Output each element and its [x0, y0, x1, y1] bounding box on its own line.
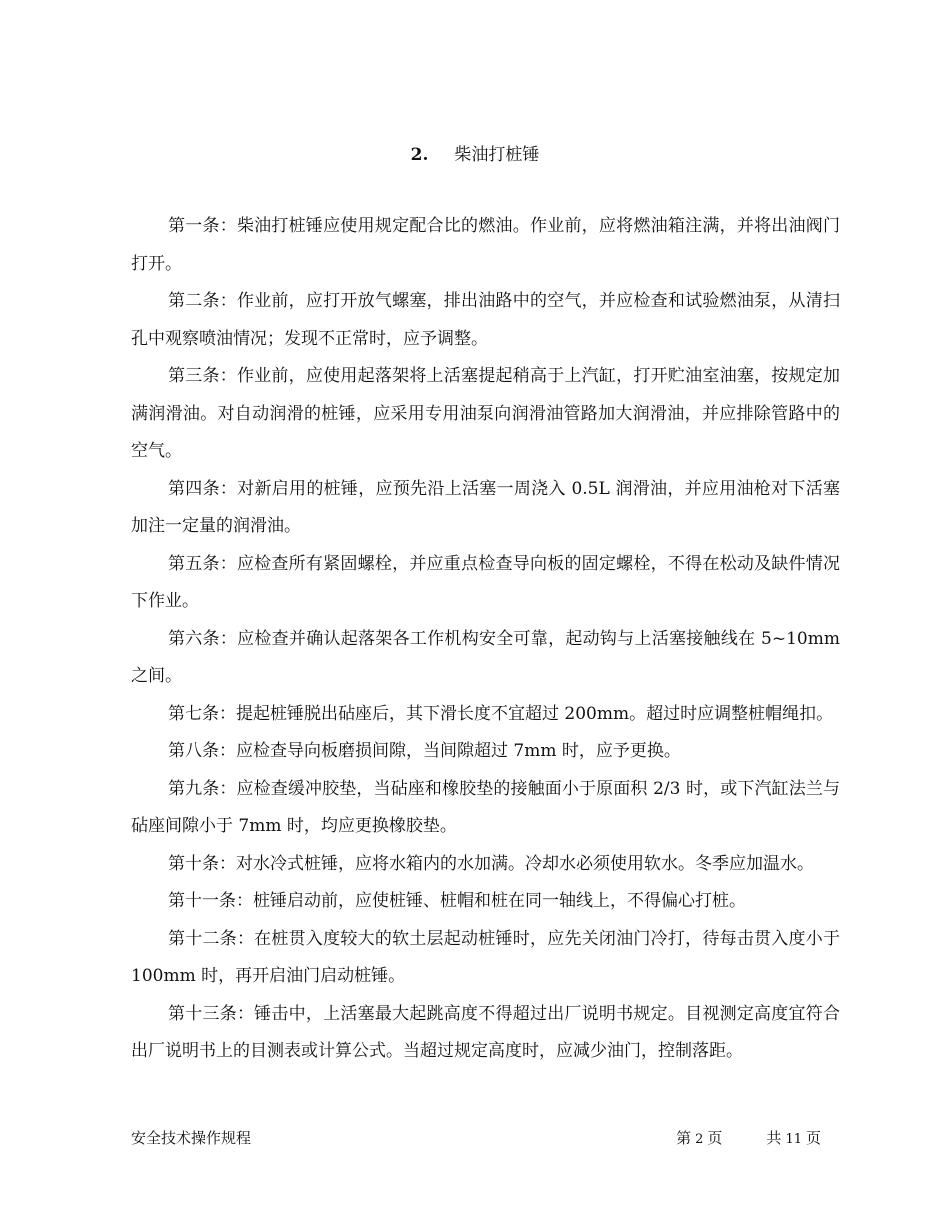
clause-paragraph: 第七条：提起桩锤脱出砧座后，其下滑长度不宜超过 200mm。超过时应调整桩帽绳扣。: [168, 703, 834, 724]
clause-paragraph: 第二条：作业前，应打开放气螺塞，排出油路中的空气，并应检查和试验燃油泵，从清扫孔中观察喷油情况；发现不正常时，应予调整。: [131, 291, 840, 349]
total-prefix: 共: [766, 1129, 782, 1147]
clause-paragraph: 第十条：对水冷式桩锤，应将水箱内的水加满。冷却水必须使用软水。冬季应加温水。: [168, 853, 814, 874]
section-heading: [0, 143, 950, 167]
section-number: 2.: [410, 145, 429, 165]
clause-paragraph: 第十二条：在桩贯入度较大的软土层起动桩锤时，应先关闭油门冷打，待每击贯入度小于 100mm 时，再开启油门启动桩锤。: [131, 928, 840, 986]
clause-paragraph: 第三条：作业前，应使用起落架将上活塞提起稍高于上汽缸，打开贮油室油塞，按规定加满润滑油。对自动润滑的桩锤，应采用专用油泵向润滑油管路加大润滑油，并应排除管路中的空气。: [131, 366, 840, 461]
footer-document-title: 安全技术操作规程: [131, 1129, 252, 1147]
clause-paragraph: 第六条：应检查并确认起落架各工作机构安全可靠，起动钩与上活塞接触线在 5~10mm之间。: [131, 628, 840, 686]
document-body: [131, 208, 840, 1071]
page-footer: [131, 1126, 821, 1150]
clause-paragraph: 第十三条：锤击中，上活塞最大起跳高度不得超过出厂说明书规定。目视测定高度宜符合出厂说明书上的目测表或计算公式。当超过规定高度时，应减少油门，控制落距。: [131, 1003, 840, 1061]
clause-paragraph: 第四条：对新启用的桩锤，应预先沿上活塞一周浇入 0.5L 润滑油，并应用油枪对下活塞加注一定量的润滑油。: [131, 478, 840, 536]
page-counter: [676, 1126, 821, 1152]
clause-paragraph: 第五条：应检查所有紧固螺栓，并应重点检查导向板的固定螺栓，不得在松动及缺件情况下作业。: [131, 553, 840, 611]
total-pages: 11: [785, 1132, 802, 1147]
page-prefix: 第: [676, 1129, 692, 1147]
total-suffix: 页: [805, 1129, 821, 1147]
clause-paragraph: 第十一条：桩锤启动前，应使桩锤、桩帽和桩在同一轴线上，不得偏心打桩。: [168, 891, 746, 911]
page-suffix: 页: [707, 1129, 723, 1147]
clause-paragraph: 第一条：柴油打桩锤应使用规定配合比的燃油。作业前，应将燃油箱注满，并将出油阀门打开。: [131, 216, 840, 274]
section-title: 柴油打桩锤: [454, 145, 540, 165]
page-number: 2: [695, 1132, 704, 1147]
clause-paragraph: 第九条：应检查缓冲胶垫，当砧座和橡胶垫的接触面小于原面积 2/3 时，或下汽缸法兰与砧座间隙小于 7mm 时，均应更换橡胶垫。: [131, 778, 840, 836]
clause-paragraph: 第八条：应检查导向板磨损间隙，当间隙超过 7mm 时，应予更换。: [168, 741, 681, 761]
